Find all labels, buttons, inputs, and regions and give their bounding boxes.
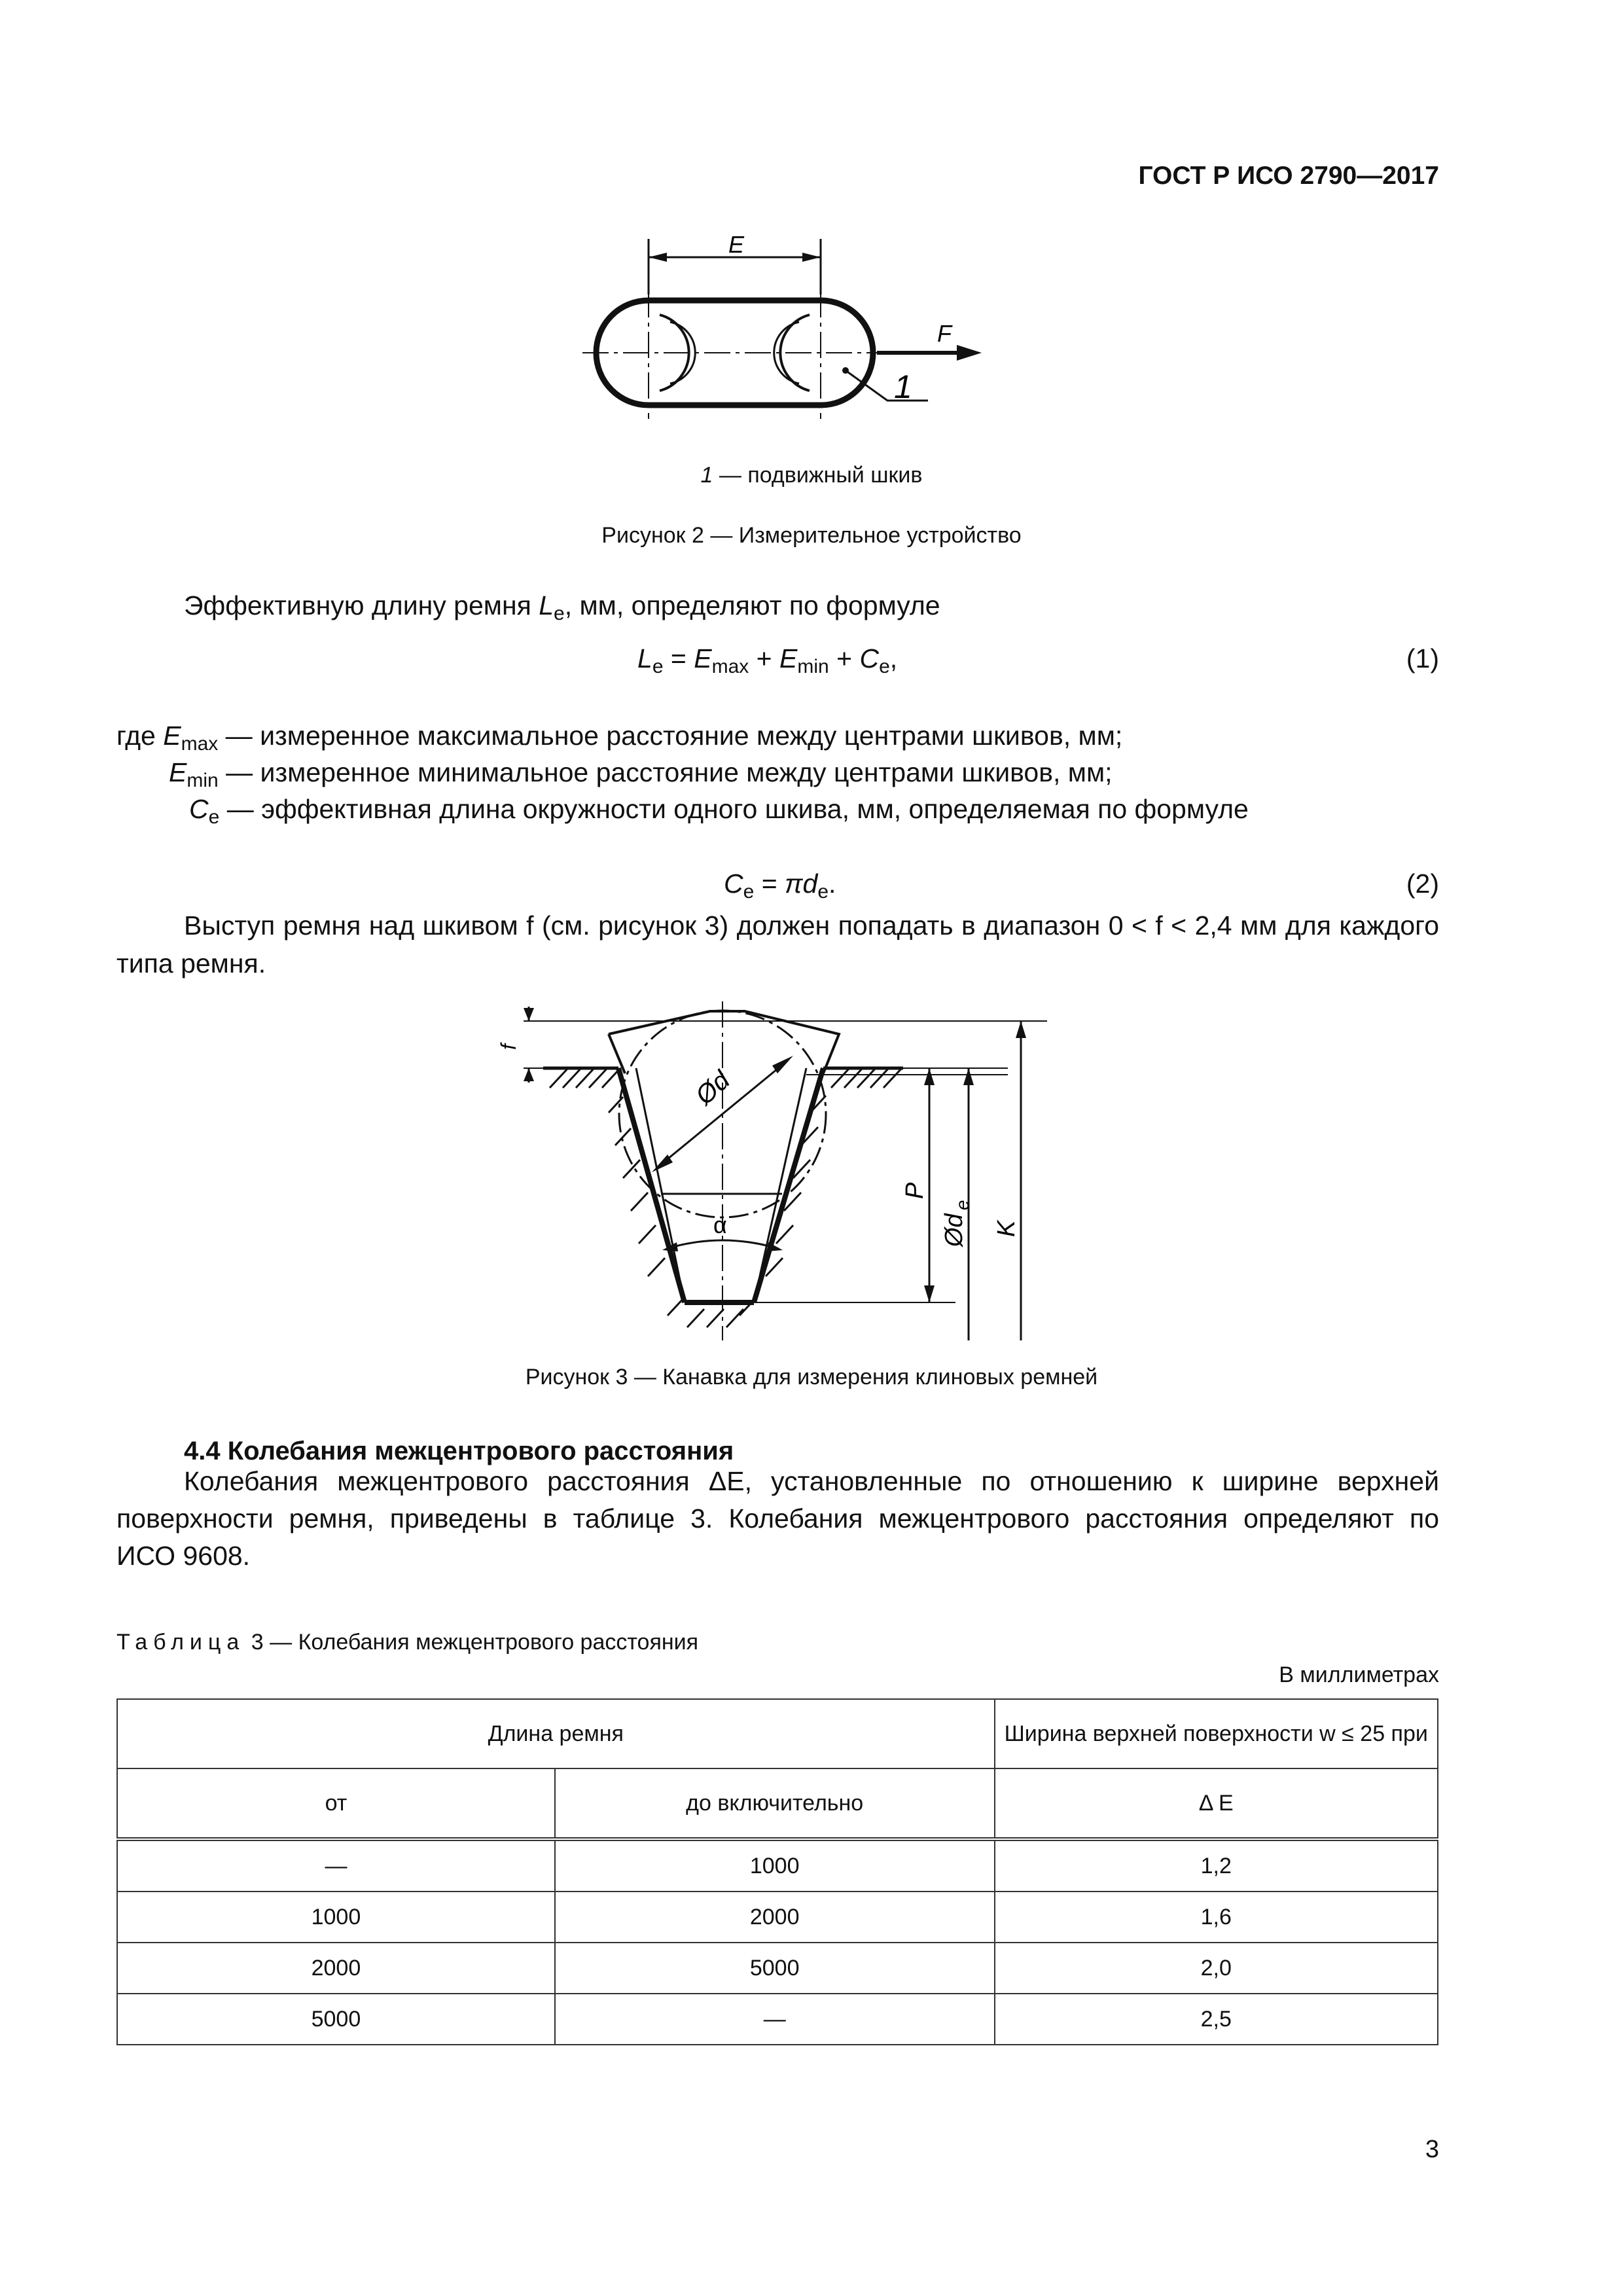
section-title: 4.4 Колебания межцентрового расстояния (184, 1437, 734, 1465)
figure-3-label-d: Ød (690, 1066, 736, 1111)
section-line-1: Колебания межцентрового расстояния ΔE, установленные по отношению к ширине верхней (184, 1466, 1439, 1496)
document-header: ГОСТ Р ИСО 2790—2017 (1138, 162, 1439, 190)
header-to: до включительно (555, 1768, 995, 1839)
figure-2-callout: 1 (894, 368, 912, 405)
formula-2: $C_e = \pi d_e$. (724, 869, 836, 903)
table-3 (116, 1698, 1438, 2045)
figure-3-label-de-sub: e (952, 1200, 972, 1210)
legend-number: 1 (700, 463, 713, 488)
page-number: 3 (1425, 2136, 1439, 2163)
table-units: В миллиметрах (1279, 1662, 1439, 1687)
formula-2-number: (2) (1406, 869, 1439, 899)
table-row: 2000 5000 2,0 (117, 1943, 1438, 1994)
header-belt-length: Длина ремня (117, 1699, 995, 1768)
figure-3-label-f: f (497, 1044, 520, 1050)
section-line-2: поверхности ремня, приведены в таблице 3. Колебания межцентрового расстояния определяют по (116, 1503, 1439, 1534)
section-line-3: ИСО 9608. (116, 1541, 251, 1571)
where-item-ce: $C_e$ — эффективная длина окружности одного шкива, мм, определяемая по формуле (189, 794, 1249, 828)
header-delta-e: Δ E (995, 1768, 1438, 1839)
header-top-width: Ширина верхней поверхности w ≤ 25 при (995, 1699, 1438, 1768)
table-header-row (117, 1699, 1438, 1768)
table-title: Таблица 3 — Колебания межцентрового расстояния (116, 1630, 699, 1655)
table-row: — 1000 1,2 (117, 1839, 1438, 1892)
header-from: от (117, 1768, 555, 1839)
figure-2-force-label: F (937, 320, 952, 347)
figure-2-caption: Рисунок 2 — Измерительное устройство (601, 523, 1022, 548)
symbol-L: L (539, 590, 554, 620)
paragraph-effective-length: Эффективную длину ремня $L_e$, мм, определяют по формуле (184, 590, 940, 624)
figure-3-label-p: P (901, 1182, 929, 1199)
where-item-emin: $E_{min}$ — измеренное минимальное расстояние между центрами шкивов, мм; (169, 757, 1113, 791)
figure-3-label-k: K (993, 1220, 1020, 1237)
paragraph-protrusion-line2: типа ремня. (116, 948, 266, 978)
where-item-emax: где $E_{max}$ — измеренное максимальное расстояние между центрами шкивов, мм; (116, 721, 1123, 755)
figure-3-caption: Рисунок 3 — Канавка для измерения клиновых ремней (525, 1365, 1098, 1390)
paragraph-protrusion-line1: Выступ ремня над шкивом f (см. рисунок 3) должен попадать в диапазон 0 < f < 2,4 мм для каждого (184, 910, 1439, 941)
table-row: 5000 — 2,5 (117, 1994, 1438, 2045)
legend-text: — подвижный шкив (713, 463, 923, 488)
table-row: 1000 2000 1,6 (117, 1892, 1438, 1943)
formula-1: $L_e = E_{max} + E_{min} + C_e$, (637, 643, 898, 677)
figure-3-label-de: Ød (940, 1213, 968, 1247)
figure-2-dimension-label: E (728, 231, 745, 258)
table-subheader-row (117, 1768, 1438, 1839)
figure-3-label-alpha: α (713, 1211, 727, 1238)
formula-1-number: (1) (1406, 643, 1439, 673)
